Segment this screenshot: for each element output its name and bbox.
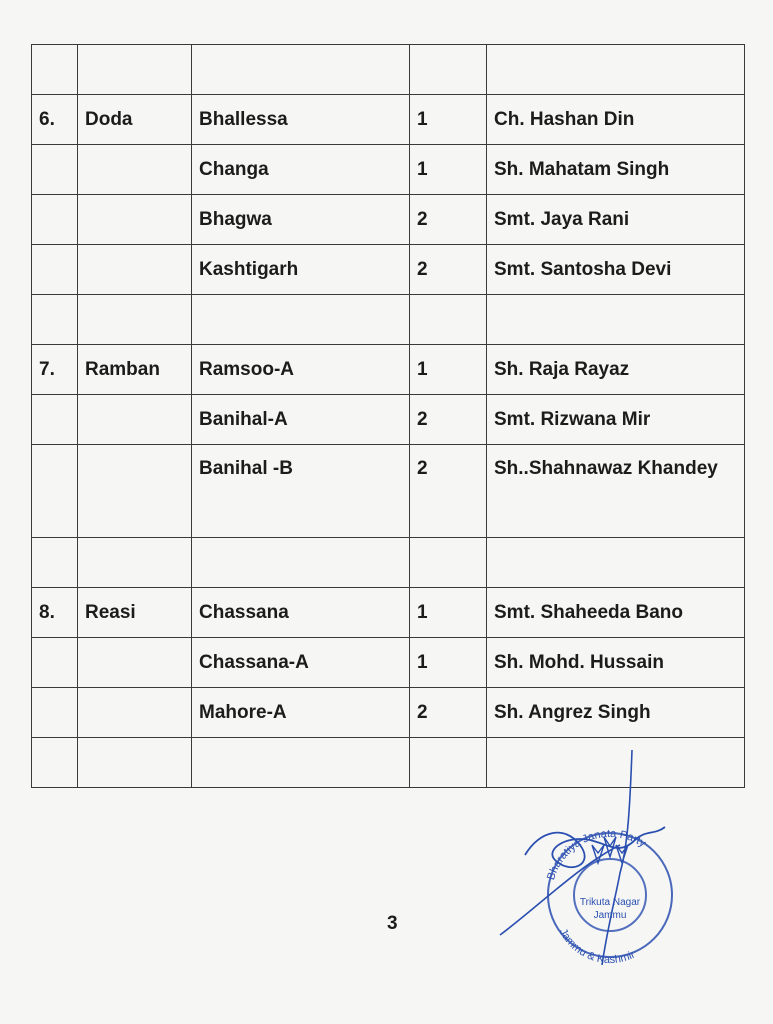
cell-district bbox=[78, 295, 192, 345]
cell-district: Reasi bbox=[78, 588, 192, 638]
cell-seat bbox=[410, 45, 487, 95]
cell-sno: 7. bbox=[32, 345, 78, 395]
cell-district bbox=[78, 395, 192, 445]
cell-district bbox=[78, 688, 192, 738]
cell-district bbox=[78, 145, 192, 195]
cell-seat: 2 bbox=[410, 445, 487, 538]
table-row bbox=[32, 638, 745, 688]
cell-district: Ramban bbox=[78, 345, 192, 395]
cell-district bbox=[78, 738, 192, 788]
cell-name: Smt. Shaheeda Bano bbox=[487, 588, 745, 638]
seal-top-text: Bharatiya Janata Party bbox=[545, 827, 648, 882]
cell-block: Banihal-A bbox=[192, 395, 410, 445]
table-row bbox=[32, 45, 745, 95]
table-row bbox=[32, 445, 745, 538]
cell-sno bbox=[32, 445, 78, 538]
cell-name: Smt. Santosha Devi bbox=[487, 245, 745, 295]
cell-block bbox=[192, 738, 410, 788]
table-row bbox=[32, 145, 745, 195]
cell-district bbox=[78, 45, 192, 95]
candidate-table bbox=[31, 44, 745, 788]
cell-block bbox=[192, 295, 410, 345]
table-row bbox=[32, 245, 745, 295]
seal-bottom-text: Jammu & Kashmir bbox=[556, 926, 638, 967]
seal-center-line-2: Jammu bbox=[593, 910, 627, 921]
cell-sno bbox=[32, 688, 78, 738]
party-seal-stamp bbox=[470, 745, 690, 975]
svg-text:Bharatiya Janata Party bbox=[545, 828, 648, 882]
cell-sno bbox=[32, 395, 78, 445]
cell-seat: 1 bbox=[410, 345, 487, 395]
cell-name: Sh. Mahatam Singh bbox=[487, 145, 745, 195]
cell-sno bbox=[32, 738, 78, 788]
cell-block: Kashtigarh bbox=[192, 245, 410, 295]
cell-sno bbox=[32, 638, 78, 688]
cell-district bbox=[78, 445, 192, 538]
cell-block: Changa bbox=[192, 145, 410, 195]
cell-sno bbox=[32, 295, 78, 345]
cell-seat: 1 bbox=[410, 638, 487, 688]
table-row bbox=[32, 345, 745, 395]
cell-name bbox=[487, 45, 745, 95]
cell-block: Chassana-A bbox=[192, 638, 410, 688]
cell-name: Ch. Hashan Din bbox=[487, 95, 745, 145]
cell-sno: 8. bbox=[32, 588, 78, 638]
cell-district bbox=[78, 638, 192, 688]
page-number: 3 bbox=[387, 913, 398, 934]
table-row bbox=[32, 195, 745, 245]
cell-block: Bhagwa bbox=[192, 195, 410, 245]
cell-seat: 1 bbox=[410, 145, 487, 195]
cell-sno bbox=[32, 45, 78, 95]
cell-sno bbox=[32, 245, 78, 295]
cell-seat: 2 bbox=[410, 245, 487, 295]
cell-name bbox=[487, 538, 745, 588]
cell-name: Sh. Mohd. Hussain bbox=[487, 638, 745, 688]
cell-block: Bhallessa bbox=[192, 95, 410, 145]
cell-seat: 2 bbox=[410, 195, 487, 245]
cell-sno bbox=[32, 195, 78, 245]
cell-sno bbox=[32, 145, 78, 195]
cell-seat: 2 bbox=[410, 688, 487, 738]
cell-block: Mahore-A bbox=[192, 688, 410, 738]
cell-seat bbox=[410, 295, 487, 345]
cell-block bbox=[192, 538, 410, 588]
cell-block: Ramsoo-A bbox=[192, 345, 410, 395]
cell-block bbox=[192, 45, 410, 95]
cell-seat: 2 bbox=[410, 395, 487, 445]
cell-block: Banihal -B bbox=[192, 445, 410, 538]
table-row bbox=[32, 95, 745, 145]
cell-seat: 1 bbox=[410, 95, 487, 145]
table-row bbox=[32, 688, 745, 738]
seal-center-line-1: Trikuta Nagar bbox=[579, 897, 641, 908]
cell-block: Chassana bbox=[192, 588, 410, 638]
table-row bbox=[32, 538, 745, 588]
cell-seat: 1 bbox=[410, 588, 487, 638]
table-body bbox=[32, 45, 745, 788]
cell-district: Doda bbox=[78, 95, 192, 145]
cell-sno bbox=[32, 538, 78, 588]
cell-name: Smt. Jaya Rani bbox=[487, 195, 745, 245]
cell-name: Sh..Shahnawaz Khandey bbox=[487, 445, 745, 538]
svg-text:Jammu & Kashmir bbox=[557, 927, 638, 967]
table-row bbox=[32, 295, 745, 345]
cell-district bbox=[78, 538, 192, 588]
cell-sno: 6. bbox=[32, 95, 78, 145]
table-row bbox=[32, 395, 745, 445]
table-row bbox=[32, 588, 745, 638]
cell-name: Smt. Rizwana Mir bbox=[487, 395, 745, 445]
cell-name bbox=[487, 295, 745, 345]
cell-district bbox=[78, 195, 192, 245]
cell-name: Sh. Angrez Singh bbox=[487, 688, 745, 738]
cell-seat bbox=[410, 538, 487, 588]
cell-district bbox=[78, 245, 192, 295]
cell-name: Sh. Raja Rayaz bbox=[487, 345, 745, 395]
